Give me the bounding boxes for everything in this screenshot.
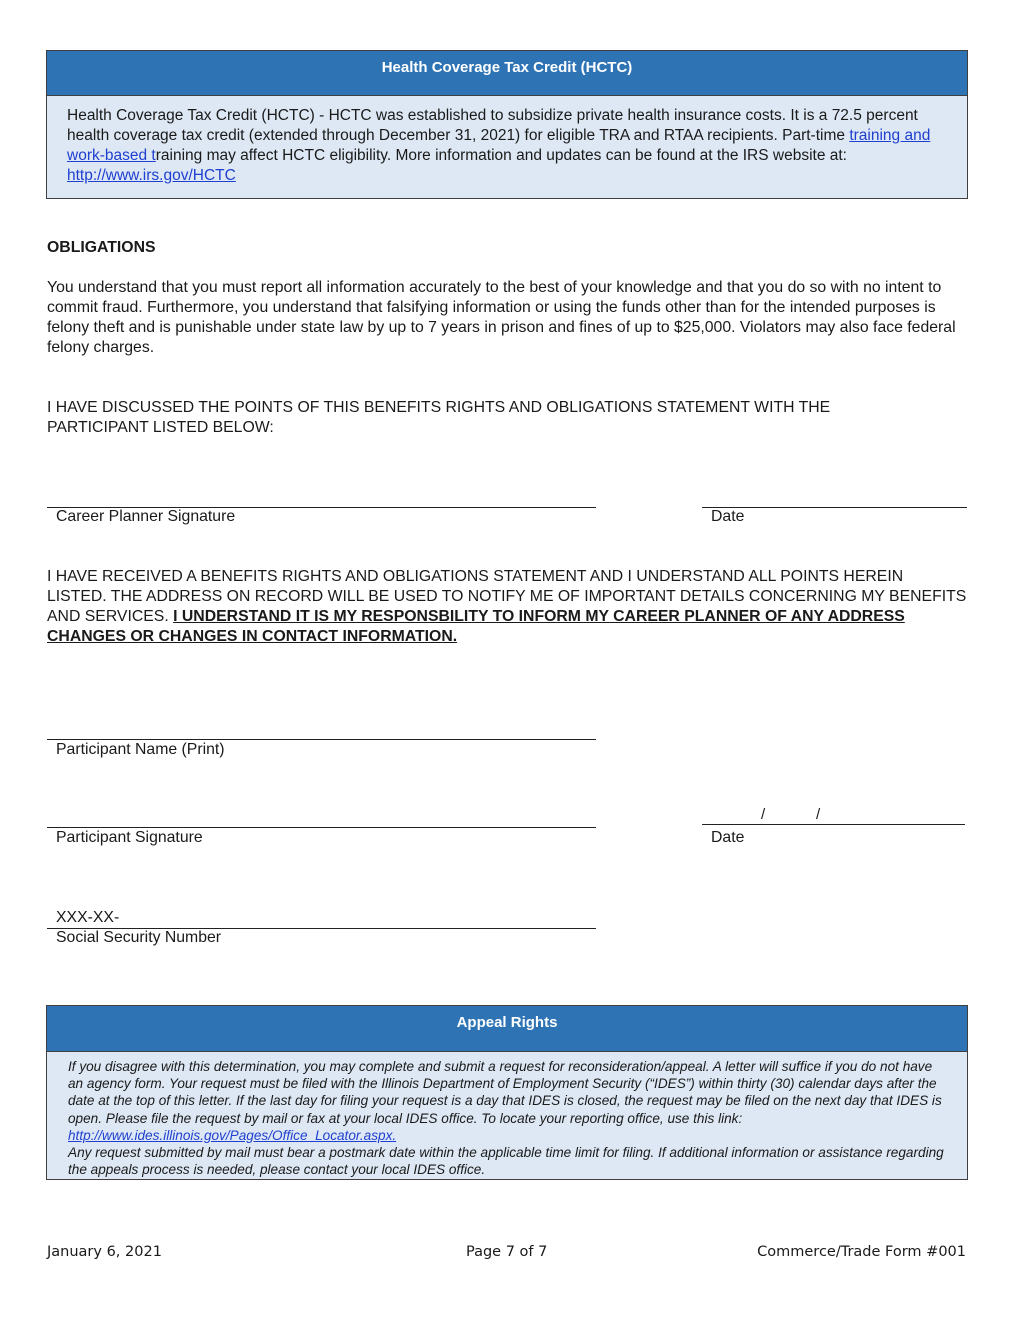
ssn-label: Social Security Number (56, 929, 222, 946)
date-slash-2: / (816, 806, 821, 823)
discussed-statement: I HAVE DISCUSSED THE POINTS OF THIS BENEFITS RIGHTS AND OBLIGATIONS STATEMENT WITH THE PARTICIPANT LISTED BELOW: (47, 399, 831, 436)
footer-date: January 6, 2021 (47, 1244, 162, 1260)
date-slash-1: / (761, 806, 766, 823)
appeal-rights-body (47, 1052, 967, 1178)
participant-signature-label: Participant Signature (56, 829, 203, 846)
participant-date-line[interactable] (702, 824, 965, 825)
career-planner-date-label: Date (711, 508, 745, 525)
participant-date-label: Date (711, 829, 745, 846)
appeal-rights-section (46, 1005, 968, 1180)
career-planner-signature-label: Career Planner Signature (56, 508, 236, 525)
received-statement (47, 567, 967, 647)
obligations-heading: OBLIGATIONS (47, 239, 156, 256)
hctc-text-1: Health Coverage Tax Credit (HCTC) - HCTC was established to subsidize private health insurance costs. It is a 72.5 percent health coverage tax credit (extended through December 31, 2021) for eligible TRA and RTAA recipients. Part-time (67, 107, 918, 144)
responsibility-emphasis: I UNDERSTAND IT IS MY RESPONSBILITY TO INFORM MY CAREER PLANNER OF ANY ADDRESS CHANGES OR CHANGES IN CONTACT INFORMATION. (47, 608, 905, 645)
ides-locator-link[interactable]: http://www.ides.illinois.gov/Pages/Office_Locator.aspx. (68, 1127, 397, 1143)
irs-hctc-link[interactable]: http://www.irs.gov/HCTC (67, 167, 236, 184)
hctc-section (46, 50, 968, 199)
hctc-body (47, 96, 967, 186)
participant-name-label: Participant Name (Print) (56, 741, 225, 758)
received-statement-text: I HAVE RECEIVED A BENEFITS RIGHTS AND OBLIGATIONS STATEMENT AND I UNDERSTAND ALL POINTS HEREIN LISTED. THE ADDRESS ON RECORD WILL BE USED TO NOTIFY ME OF IMPORTANT DETAILS CONCERNING MY BENEFITS AND SERVICES. (47, 568, 967, 625)
footer-page-number: Page 7 of 7 (466, 1244, 548, 1260)
appeal-text-2: Any request submitted by mail must bear a postmark date within the applicable time limit for filing. If additional information or assistance regarding the appeals process is needed, please contact your local IDES office. (68, 1145, 944, 1178)
ssn-value: XXX-XX- (56, 909, 120, 926)
appeal-rights-title: Appeal Rights (47, 1006, 967, 1052)
footer-form-number: Commerce/Trade Form #001 (757, 1244, 966, 1260)
appeal-text-1: If you disagree with this determination, you may complete and submit a request for reconsideration/appeal. A letter will suffice if you do not have an agency form. Your request must be filed with the Illinois Department of Employment Security (“IDES”) within thirty (30) calendar days after the date at the top of this letter. If the last day for filing your request is a day that IDES is closed, the request may be filed on the next day that IDES is open. Please file the request by mail or fax at your local IDES office. To locate your reporting office, use this link: (68, 1059, 942, 1126)
hctc-title: Health Coverage Tax Credit (HCTC) (47, 51, 967, 96)
training-link[interactable]: training and work-based t (67, 127, 931, 164)
obligations-paragraph: You understand that you must report all information accurately to the best of your knowledge and that you do so with no intent to commit fraud. Furthermore, you understand that falsifying information or using the funds other than for the intended purposes is felony theft and is punishable under state law by up to 7 years in prison and fines of up to $25,000. Violators may also face federal felony charges. (47, 279, 956, 356)
hctc-text-2: raining may affect HCTC eligibility. More information and updates can be found at the IRS website at: (155, 147, 847, 164)
